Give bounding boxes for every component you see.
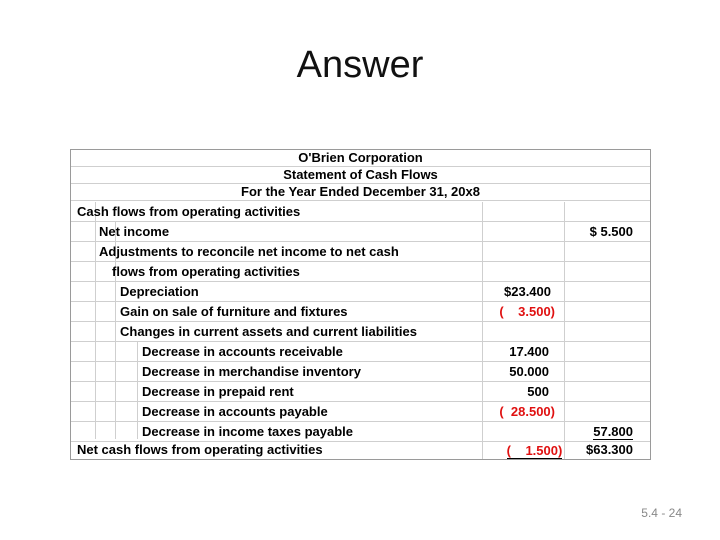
row-label: Decrease in prepaid rent	[142, 384, 294, 399]
row-label: Gain on sale of furniture and fixtures	[120, 304, 348, 319]
table-row	[71, 382, 650, 402]
detail-amount: ( 3.500)	[499, 304, 555, 319]
header-row-statement	[71, 167, 650, 184]
table-row	[71, 322, 650, 342]
company-name: O'Brien Corporation	[298, 150, 423, 165]
table-row	[71, 282, 650, 302]
row-label: Changes in current assets and current liabilities	[120, 324, 417, 339]
detail-amount: $23.400	[504, 284, 551, 299]
page-number: 5.4 - 24	[641, 506, 682, 520]
table-row	[71, 302, 650, 322]
table-row	[71, 342, 650, 362]
total-amount	[567, 422, 633, 441]
row-label: Decrease in merchandise inventory	[142, 364, 361, 379]
row-label: Net income	[99, 224, 170, 239]
table-row	[71, 440, 650, 459]
detail-amount: ( 28.500)	[499, 404, 555, 419]
slide-title: Answer	[296, 44, 424, 86]
detail-amount: 500	[527, 384, 549, 399]
header-row-period	[71, 184, 650, 201]
total-amount: $ 5.500	[589, 224, 633, 239]
statement-name: Statement of Cash Flows	[283, 167, 438, 182]
row-label: Decrease in accounts receivable	[142, 344, 343, 359]
detail-amount	[485, 422, 563, 458]
table-row	[71, 202, 650, 222]
total-amount: $63.300	[586, 442, 633, 457]
table-row	[71, 402, 650, 422]
detail-amount-value: ( 1.500)	[506, 443, 563, 458]
header-row-company	[71, 150, 650, 167]
row-label: Decrease in accounts payable	[142, 404, 328, 419]
row-label: Net cash flows from operating activities	[77, 442, 323, 457]
row-label: flows from operating activities	[112, 264, 300, 279]
cash-flow-statement	[70, 149, 651, 460]
total-amount-value: 57.800	[593, 424, 633, 439]
detail-amount: 50.000	[509, 364, 549, 379]
table-row	[71, 222, 650, 242]
row-label: Decrease in income taxes payable	[142, 424, 354, 439]
row-label: Adjustments to reconcile net income to net cash	[99, 244, 399, 259]
table-row	[71, 362, 650, 382]
row-label: Cash flows from operating activities	[77, 204, 301, 219]
row-label: Depreciation	[120, 284, 199, 299]
table-row	[71, 242, 650, 262]
detail-amount: 17.400	[509, 344, 549, 359]
statement-period: For the Year Ended December 31, 20x8	[241, 184, 480, 199]
table-row	[71, 262, 650, 282]
